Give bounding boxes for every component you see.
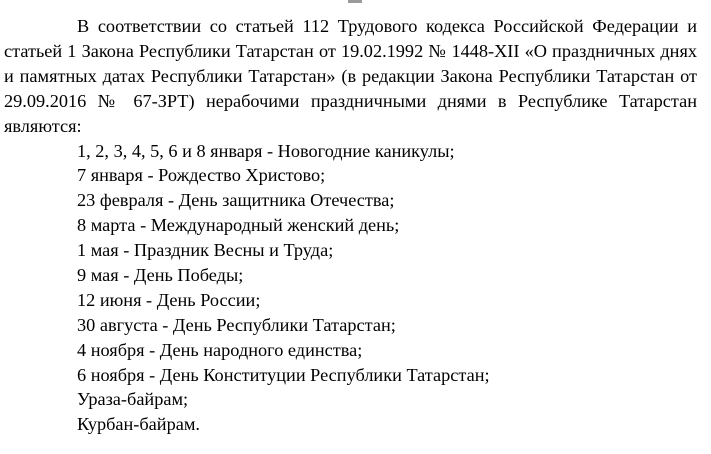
holiday-item: 7 января - Рождество Христово; — [77, 165, 326, 186]
holiday-item: Курбан-байрам. — [77, 414, 200, 435]
intro-paragraph: В соответствии со статьей 112 Трудового кодекса Российской Федерации и статьей 1 Закона Республики Татарстан от 19.02.1992 № 1448-XII «О праздничных днях и памятных датах Республики Татарстан» (в редакции Закона Республики Татарстан от 29.09.2016 № 67-ЗРТ) нерабочими праздничными днями в Республике Татарстан являются: — [4, 16, 697, 136]
holiday-item: Ураза-байрам; — [77, 389, 189, 410]
holiday-item: 4 ноября - День народного единства; — [77, 339, 363, 360]
page-edge-mark — [348, 0, 362, 3]
holiday-item: 1 мая - Праздник Весны и Труда; — [77, 240, 334, 261]
holiday-item: 12 июня - День России; — [77, 289, 261, 310]
holiday-item: 6 ноября - День Конституции Республики Татарстан; — [77, 364, 490, 385]
holiday-item: 23 февраля - День защитника Отечества; — [77, 190, 395, 211]
holiday-item: 8 марта - Международный женский день; — [77, 215, 400, 236]
holiday-item: 30 августа - День Республики Татарстан; — [77, 314, 396, 335]
holiday-item: 1, 2, 3, 4, 5, 6 и 8 января - Новогодние каникулы; — [77, 140, 455, 161]
holiday-list — [77, 139, 490, 438]
holiday-item: 9 мая - День Победы; — [77, 264, 244, 285]
